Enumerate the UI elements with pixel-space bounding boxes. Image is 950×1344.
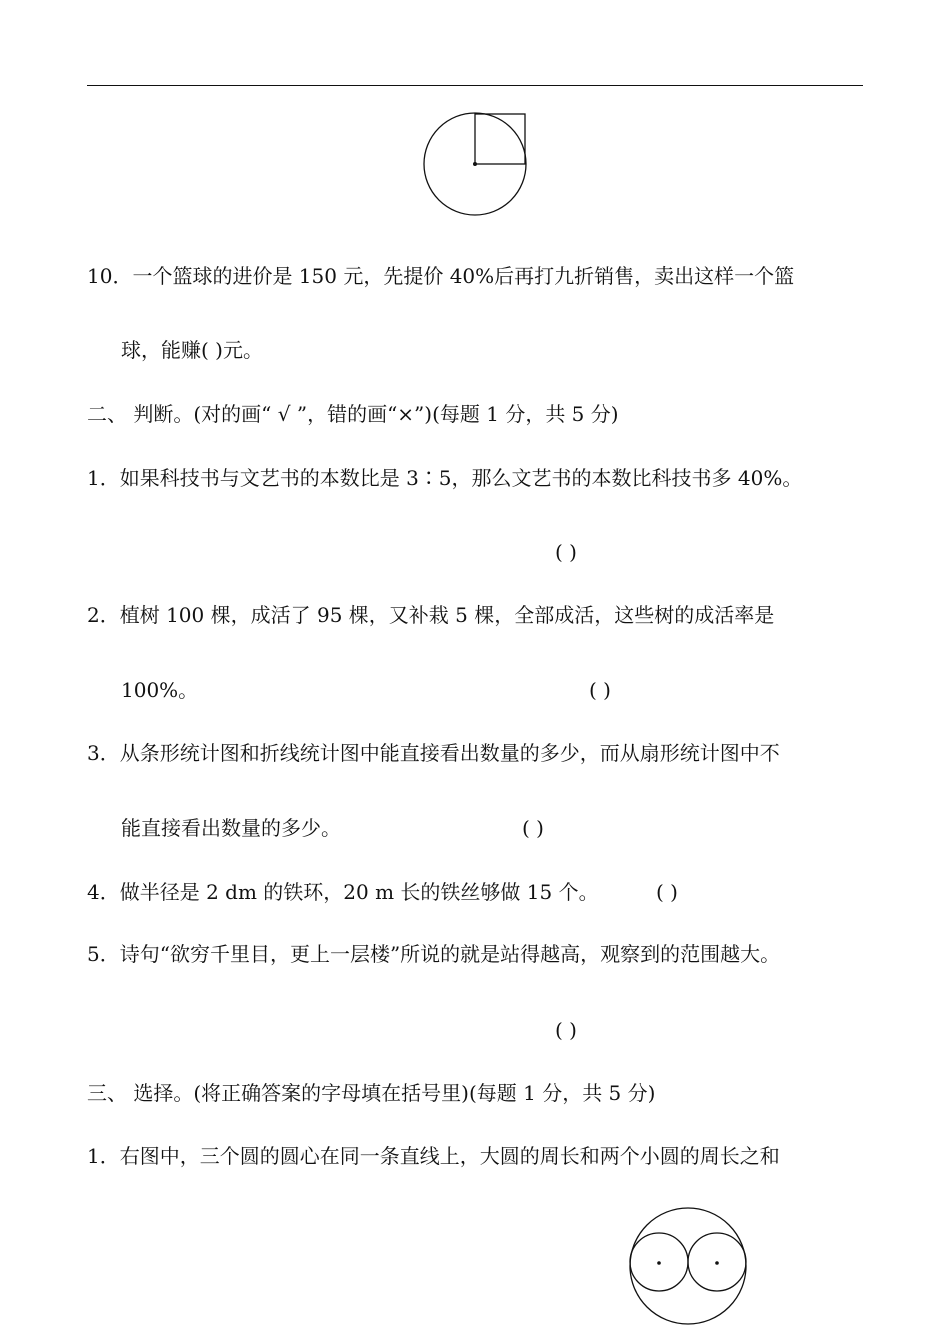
circle-square-figure (420, 110, 532, 222)
judge-item-1-answer[interactable]: ( ) (555, 540, 577, 564)
judge-item-2-cont: 100%。 (121, 678, 199, 702)
judge-item-3: 3．从条形统计图和折线统计图中能直接看出数量的多少，而从扇形统计图中不 (87, 741, 780, 765)
center-dot-left (657, 1261, 661, 1265)
center-dot-right (715, 1261, 719, 1265)
three-circles-figure (626, 1204, 750, 1328)
center-dot (473, 162, 477, 166)
q10-line1: 10．一个篮球的进价是 150 元，先提价 40%后再打九折销售，卖出这样一个篮 (87, 264, 795, 288)
inscribed-corner-square (475, 114, 525, 164)
section2-heading: 二、 判断。(对的画“ √ ”，错的画“×”)(每题 1 分，共 5 分) (87, 402, 619, 426)
judge-item-5: 5．诗句“欲穷千里目，更上一层楼”所说的就是站得越高，观察到的范围越大。 (87, 942, 781, 966)
header-rule (87, 85, 863, 86)
judge-item-4-answer[interactable]: ( ) (656, 880, 678, 904)
judge-item-4: 4．做半径是 2 dm 的铁环，20 m 长的铁丝够做 15 个。 (87, 880, 599, 904)
judge-item-5-answer[interactable]: ( ) (555, 1018, 577, 1042)
judge-item-3-answer[interactable]: ( ) (522, 816, 544, 840)
choice-item-1: 1．右图中，三个圆的圆心在同一条直线上，大圆的周长和两个小圆的周长之和 (87, 1144, 780, 1168)
judge-item-2-answer[interactable]: ( ) (589, 678, 611, 702)
judge-item-1: 1．如果科技书与文艺书的本数比是 3∶5，那么文艺书的本数比科技书多 40%。 (87, 466, 803, 490)
judge-item-2: 2．植树 100 棵，成活了 95 棵，又补栽 5 棵，全部成活，这些树的成活率是 (87, 603, 775, 627)
judge-item-3-cont: 能直接看出数量的多少。 (121, 816, 341, 840)
q10-line2: 球，能赚( )元。 (121, 338, 263, 362)
section3-heading: 三、 选择。(将正确答案的字母填在括号里)(每题 1 分，共 5 分) (87, 1081, 656, 1105)
